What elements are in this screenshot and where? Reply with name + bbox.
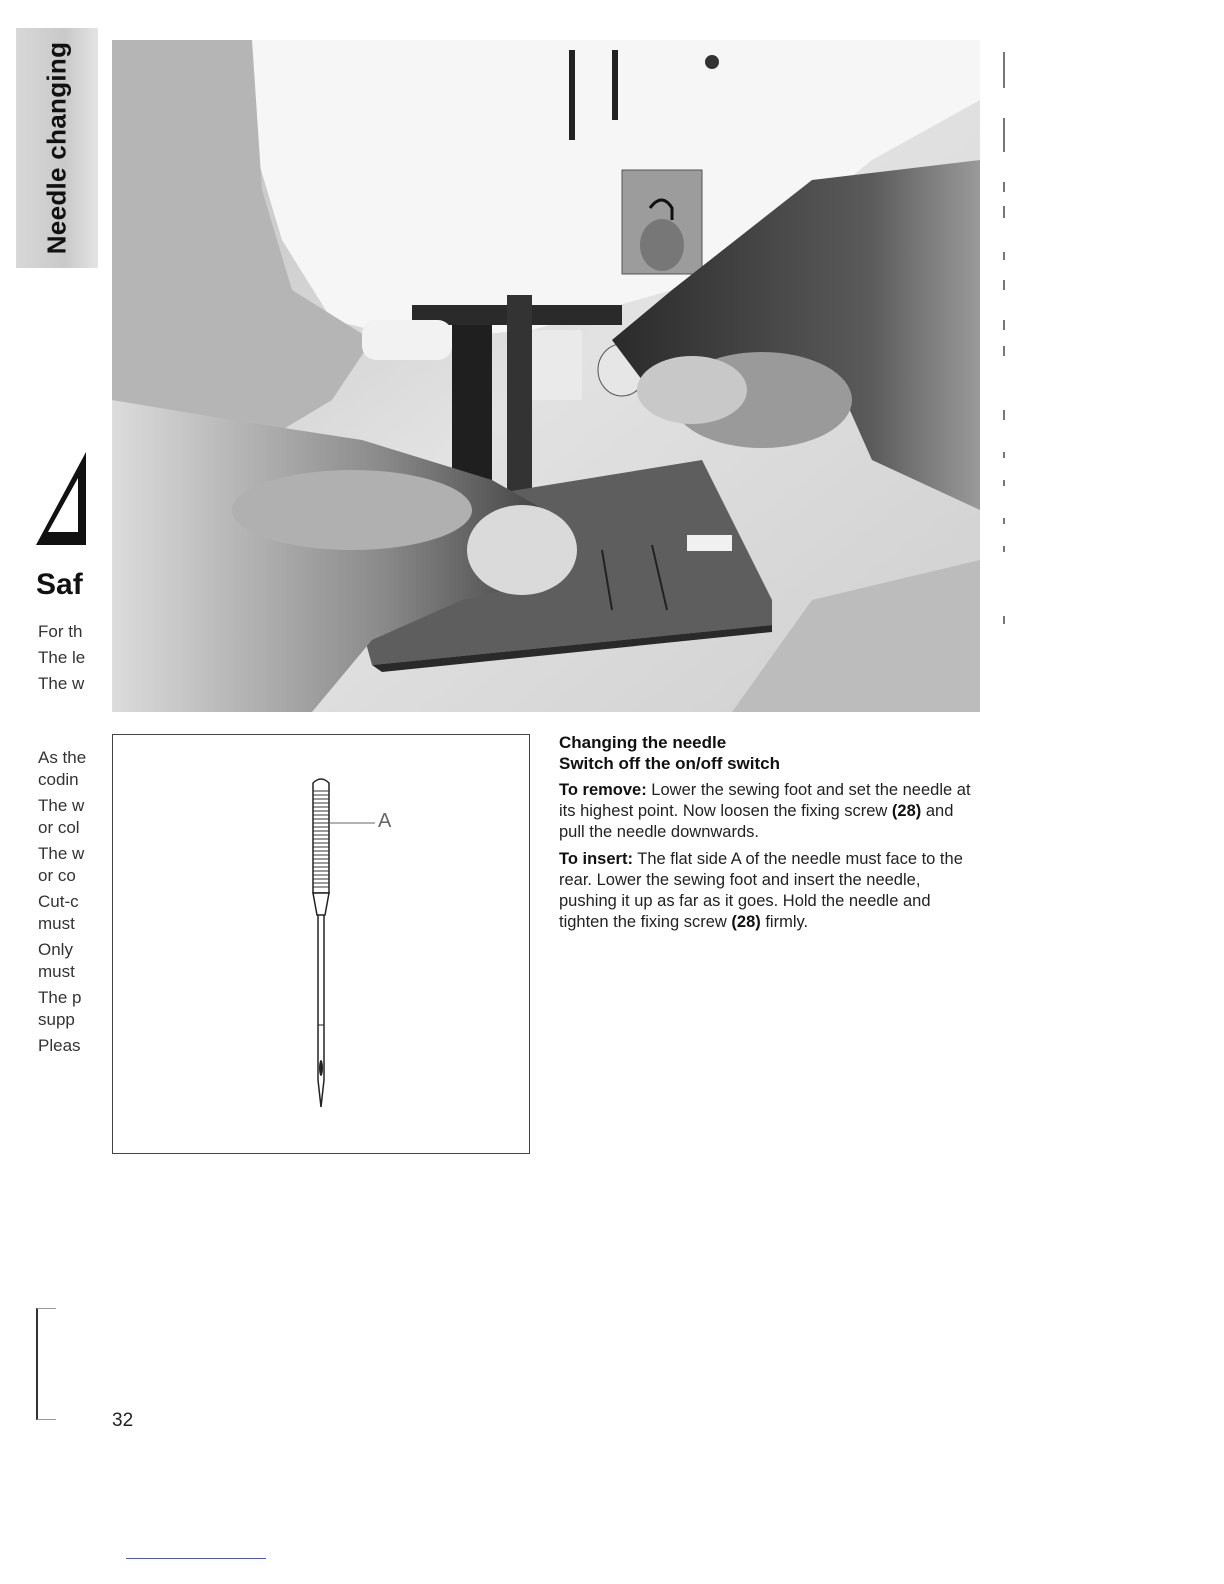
remove-paragraph [559,780,979,843]
section-tab-label: Needle changing [41,41,72,255]
edge-mark [1003,480,1005,486]
cut-line: As the [38,748,87,767]
insert-label: To insert: [559,850,633,868]
remove-text: and pull the needle downwards. [559,802,954,841]
edge-mark [1003,182,1005,192]
remove-text: Lower the sewing foot and set the needle at its highest point. Now loosen the fixing screw [559,781,971,820]
cut-line: Cut-c [38,892,79,911]
edge-mark [1003,52,1005,88]
edge-mark [1003,280,1005,290]
edge-mark [1003,518,1005,524]
page-number: 32 [112,1410,134,1431]
cut-line: or col [38,818,80,837]
edge-mark [1003,320,1005,330]
cut-off-column [0,440,100,1080]
sewing-machine-photo-icon [112,40,980,712]
crop-bracket [36,1308,56,1420]
edge-mark [1003,546,1005,552]
screw-reference: (28) [891,802,922,820]
insert-text: The flat side A of the needle must face to the rear. Lower the sewing foot and insert the needle, pushing it up as far as it goes. Hold the needle and tighten the fixing screw [559,850,963,931]
cut-line: For th [38,622,83,641]
needle-icon [113,735,529,1153]
needle-diagram [112,734,530,1154]
cut-heading: Saf [36,568,83,601]
edge-mark [1003,452,1005,458]
cut-line: The w [38,674,85,693]
sewing-machine-photo [112,40,980,712]
heading-switch-off: Switch off the on/off switch [559,754,780,773]
bottom-rule [126,1558,266,1559]
cut-line: The p [38,988,82,1007]
edge-mark [1003,118,1005,152]
remove-label: To remove: [559,781,647,799]
cut-line: must [38,962,75,981]
edge-mark [1003,410,1005,420]
warning-triangle-icon [34,450,90,545]
edge-mark [1003,616,1005,624]
edge-mark [1003,252,1005,260]
needle-flat-side-label: A [378,810,392,832]
cut-line: The w [38,844,85,863]
instructions [559,732,979,933]
cut-line: or co [38,866,76,885]
screw-reference: (28) [731,913,761,931]
heading-changing-needle: Changing the needle [559,733,727,752]
cut-line: Pleas [38,1036,81,1055]
cut-line: Only [38,940,73,959]
edge-mark [1003,206,1005,218]
cut-line: must [38,914,75,933]
cut-line: codin [38,770,79,789]
cut-line: The w [38,796,85,815]
edge-mark [1003,346,1005,356]
insert-paragraph [559,849,979,933]
insert-text: firmly. [760,913,809,931]
cut-line: supp [38,1010,75,1029]
cut-line: The le [38,648,86,667]
